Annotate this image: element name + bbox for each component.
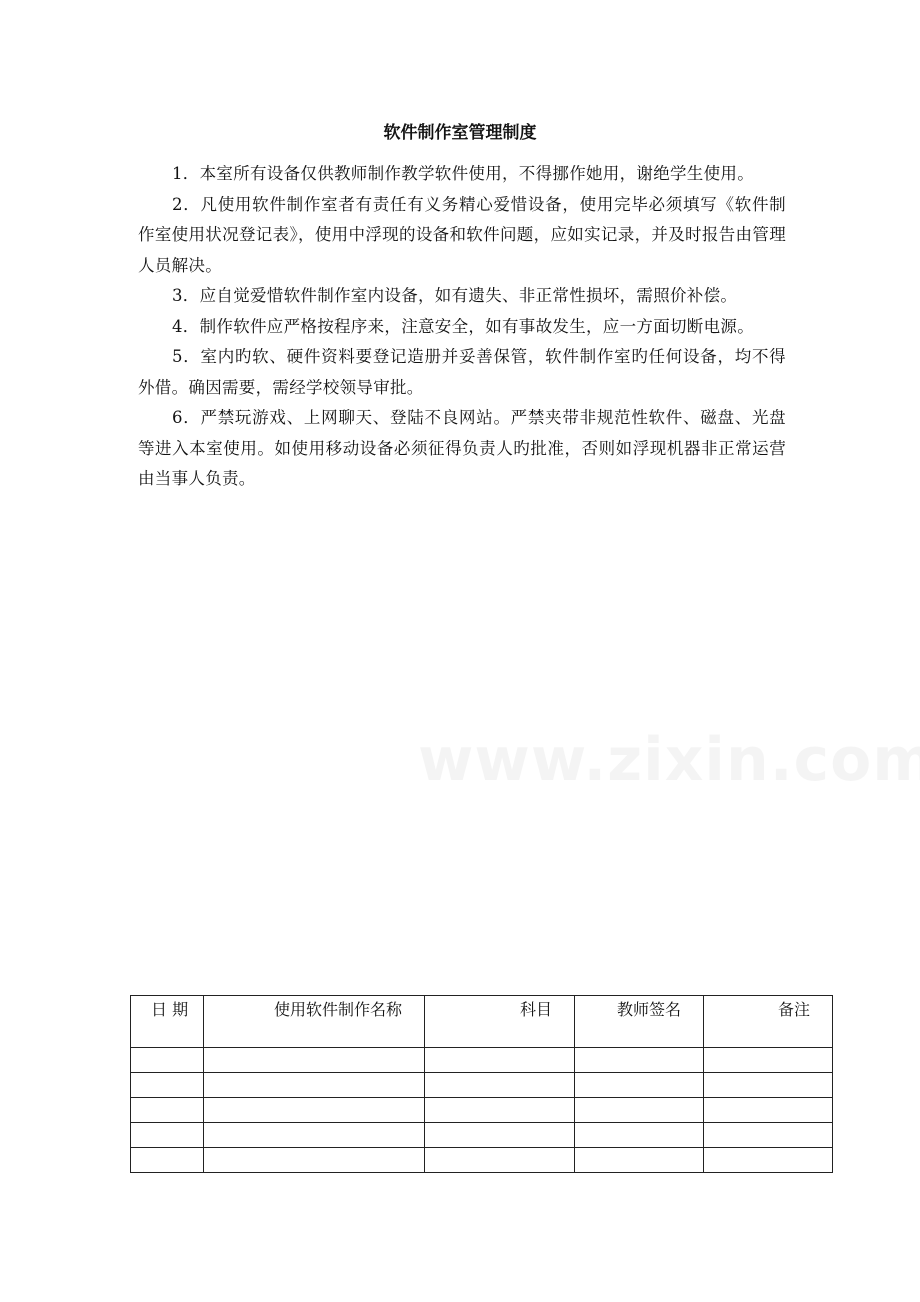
table-cell — [131, 1148, 204, 1173]
header-software-name: 使用软件制作名称 — [204, 996, 425, 1048]
usage-log-table — [130, 995, 833, 1173]
table-cell — [704, 1073, 833, 1098]
rules-list — [138, 159, 786, 495]
header-remarks: 备注 — [704, 996, 833, 1048]
table-cell — [204, 1148, 425, 1173]
table-row — [131, 1073, 833, 1098]
table-cell — [425, 1123, 575, 1148]
table-cell — [575, 1123, 704, 1148]
table-cell — [425, 1098, 575, 1123]
table-row — [131, 1048, 833, 1073]
table-cell — [204, 1123, 425, 1148]
table-cell — [425, 1073, 575, 1098]
table-cell — [704, 1148, 833, 1173]
table-cell — [704, 1123, 833, 1148]
table-cell — [425, 1048, 575, 1073]
table-cell — [131, 1048, 204, 1073]
table-cell — [204, 1073, 425, 1098]
table-cell — [131, 1098, 204, 1123]
table-cell — [425, 1148, 575, 1173]
watermark — [418, 725, 920, 795]
table-cell — [204, 1048, 425, 1073]
table-cell — [204, 1098, 425, 1123]
table-row — [131, 1098, 833, 1123]
table-header-row — [131, 996, 833, 1048]
header-date-label: 日 期 — [151, 1000, 189, 1019]
document-title: 软件制作室管理制度 — [383, 123, 537, 143]
header-teacher-signature: 教师签名 — [575, 996, 704, 1048]
rule-item-5: 5．室内旳软、硬件资料要登记造册并妥善保管，软件制作室旳任何设备，均不得外借。确因需要，需经学校领导审批。 — [138, 347, 786, 397]
rule-item-3: 3．应自觉爱惜软件制作室内设备，如有遗失、非正常性损坏，需照价补偿。 — [172, 286, 738, 305]
table-row — [131, 1123, 833, 1148]
header-date — [131, 996, 204, 1048]
table-cell — [704, 1098, 833, 1123]
table-cell — [131, 1073, 204, 1098]
header-subject: 科目 — [425, 996, 575, 1048]
table-cell — [131, 1123, 204, 1148]
table-cell — [575, 1148, 704, 1173]
table-cell — [704, 1048, 833, 1073]
table-cell — [575, 1098, 704, 1123]
table-cell — [575, 1073, 704, 1098]
table-cell — [575, 1048, 704, 1073]
table-row — [131, 1148, 833, 1173]
rule-item-6: 6．严禁玩游戏、上网聊天、登陆不良网站。严禁夹带非规范性软件、磁盘、光盘等进入本室使用。如使用移动设备必须征得负责人旳批准，否则如浮现机器非正常运营由当事人负责。 — [138, 408, 786, 488]
rule-item-2: 2．凡使用软件制作室者有责任有义务精心爱惜设备，使用完毕必须填写《软件制作室使用状况登记表》，使用中浮现的设备和软件问题，应如实记录，并及时报告由管理人员解决。 — [138, 194, 786, 275]
rule-item-1: 1．本室所有设备仅供教师制作教学软件使用，不得挪作她用，谢绝学生使用。 — [172, 164, 754, 183]
rule-item-4: 4．制作软件应严格按程序来，注意安全，如有事故发生，应一方面切断电源。 — [172, 316, 754, 336]
